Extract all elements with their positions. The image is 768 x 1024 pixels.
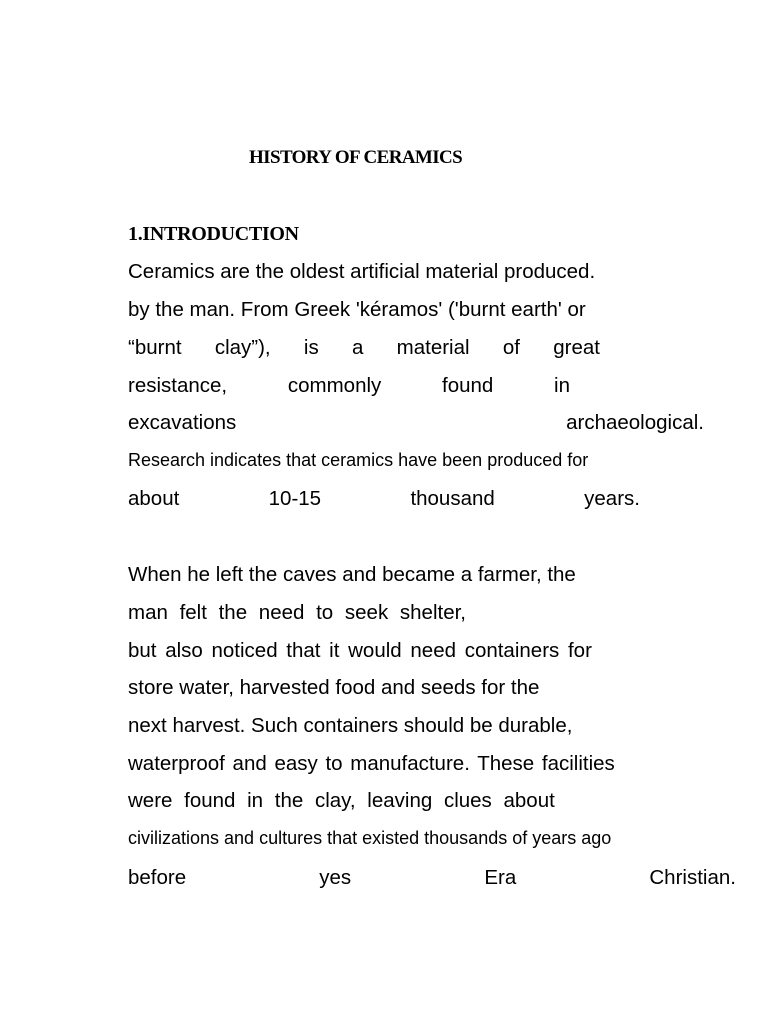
word: 10-15 xyxy=(268,487,322,510)
word: thousand xyxy=(410,487,495,510)
word: about xyxy=(128,487,180,510)
word: clay”), xyxy=(214,336,271,359)
paragraph-line: civilizations and cultures that existed thousands of years ago xyxy=(128,828,612,848)
word: Era xyxy=(484,866,517,889)
paragraph-line xyxy=(128,868,736,889)
word: excavations xyxy=(128,411,237,434)
paragraph-line: were found in the clay, leaving clues about xyxy=(128,789,555,812)
paragraph-line: but also noticed that it would need containers for xyxy=(128,639,592,662)
paragraph-line: store water, harvested food and seeds for the xyxy=(128,676,540,699)
word: material xyxy=(396,336,470,359)
paragraph-line: man felt the need to seek shelter, xyxy=(128,601,466,624)
word: great xyxy=(553,336,600,359)
word: of xyxy=(502,336,520,359)
paragraph-line xyxy=(128,489,640,510)
paragraph-line: by the man. From Greek 'kéramos' ('burnt earth' or xyxy=(128,298,586,321)
word: in xyxy=(554,374,570,397)
paragraph-line xyxy=(128,413,704,434)
document-title: HISTORY OF CERAMICS xyxy=(249,147,463,168)
paragraph-line: Ceramics are the oldest artificial material produced. xyxy=(128,260,596,283)
word: a xyxy=(351,336,364,359)
word: commonly xyxy=(287,374,382,397)
word: years. xyxy=(584,487,640,510)
word: archaeological. xyxy=(566,411,704,434)
section-heading: 1.INTRODUCTION xyxy=(128,223,299,245)
paragraph-line xyxy=(128,376,570,397)
paragraph-line: next harvest. Such containers should be durable, xyxy=(128,714,573,737)
word: is xyxy=(303,336,319,359)
paragraph-line: Research indicates that ceramics have been produced for xyxy=(128,450,589,470)
paragraph-line: When he left the caves and became a farmer, the xyxy=(128,563,576,586)
word: before xyxy=(128,866,187,889)
word: yes xyxy=(319,866,352,889)
word: found xyxy=(442,374,494,397)
word: resistance, xyxy=(128,374,228,397)
paragraph-line xyxy=(128,338,600,359)
word: Christian. xyxy=(649,866,736,889)
paragraph-line: waterproof and easy to manufacture. These facilities xyxy=(128,752,615,775)
word: “burnt xyxy=(128,336,182,359)
